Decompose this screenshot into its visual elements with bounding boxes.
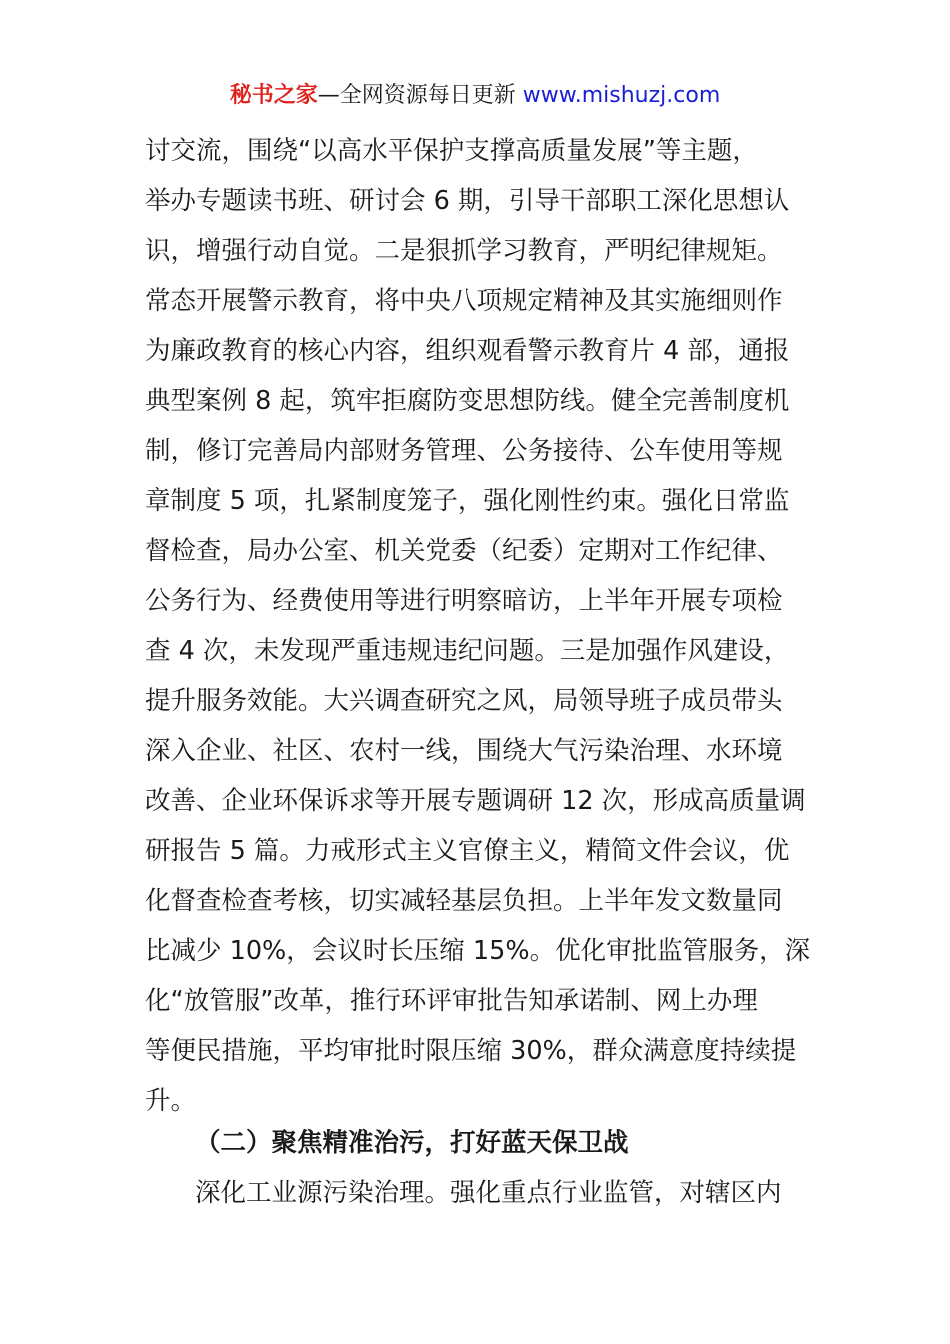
paragraph-first-line: 深化工业源污染治理。强化重点行业监管，对辖区内 (195, 1178, 782, 1208)
site-header (0, 80, 950, 112)
paragraph-line: 化“放管服”改革，推行环评审批告知承诺制、网上办理 (145, 986, 758, 1016)
paragraph-line: 为廉政教育的核心内容，组织观看警示教育片 4 部，通报 (145, 336, 790, 366)
paragraph-line: 升。 (145, 1086, 197, 1116)
paragraph-line: 化督查检查考核，切实减轻基层负担。上半年发文数量同 (145, 886, 783, 916)
paragraph-line: 改善、企业环保诉求等开展专题调研 12 次，形成高质量调 (145, 786, 806, 816)
site-tagline: —全网资源每日更新 (317, 83, 516, 108)
paragraph-line: 查 4 次，未发现严重违规违纪问题。三是加强作风建设， (145, 636, 790, 666)
paragraph-line: 识，增强行动自觉。二是狠抓学习教育，严明纪律规矩。 (145, 236, 783, 266)
site-url-link[interactable]: www.mishuzj.com (515, 83, 721, 108)
paragraph-line: 比减少 10%，会议时长压缩 15%。优化审批监管服务，深 (145, 936, 811, 966)
paragraph-line: 制，修订完善局内部财务管理、公务接待、公车使用等规 (145, 436, 783, 466)
paragraph-line: 章制度 5 项，扎紧制度笼子，强化刚性约束。强化日常监 (145, 486, 790, 516)
paragraph-line: 讨交流，围绕“以高水平保护支撑高质量发展”等主题， (145, 136, 758, 166)
paragraph-line: 常态开展警示教育，将中央八项规定精神及其实施细则作 (145, 286, 783, 316)
paragraph-line: 深入企业、社区、农村一线，围绕大气污染治理、水环境 (145, 736, 783, 766)
paragraph-line: 等便民措施，平均审批时限压缩 30%，群众满意度持续提 (145, 1036, 797, 1066)
paragraph-line: 提升服务效能。大兴调查研究之风，局领导班子成员带头 (145, 686, 783, 716)
brand-name: 秘书之家 (229, 83, 318, 108)
paragraph-line: 公务行为、经费使用等进行明察暗访，上半年开展专项检 (145, 586, 783, 616)
paragraph-line: 典型案例 8 起，筑牢拒腐防变思想防线。健全完善制度机 (145, 386, 790, 416)
paragraph-line: 研报告 5 篇。力戒形式主义官僚主义，精简文件会议，优 (145, 836, 790, 866)
paragraph-line: 督检查，局办公室、机关党委（纪委）定期对工作纪律、 (145, 536, 783, 566)
section-heading: （二）聚焦精准治污，打好蓝天保卫战 (195, 1128, 629, 1158)
paragraph-line: 举办专题读书班、研讨会 6 期，引导干部职工深化思想认 (145, 186, 790, 216)
body-paragraph (145, 126, 817, 1126)
